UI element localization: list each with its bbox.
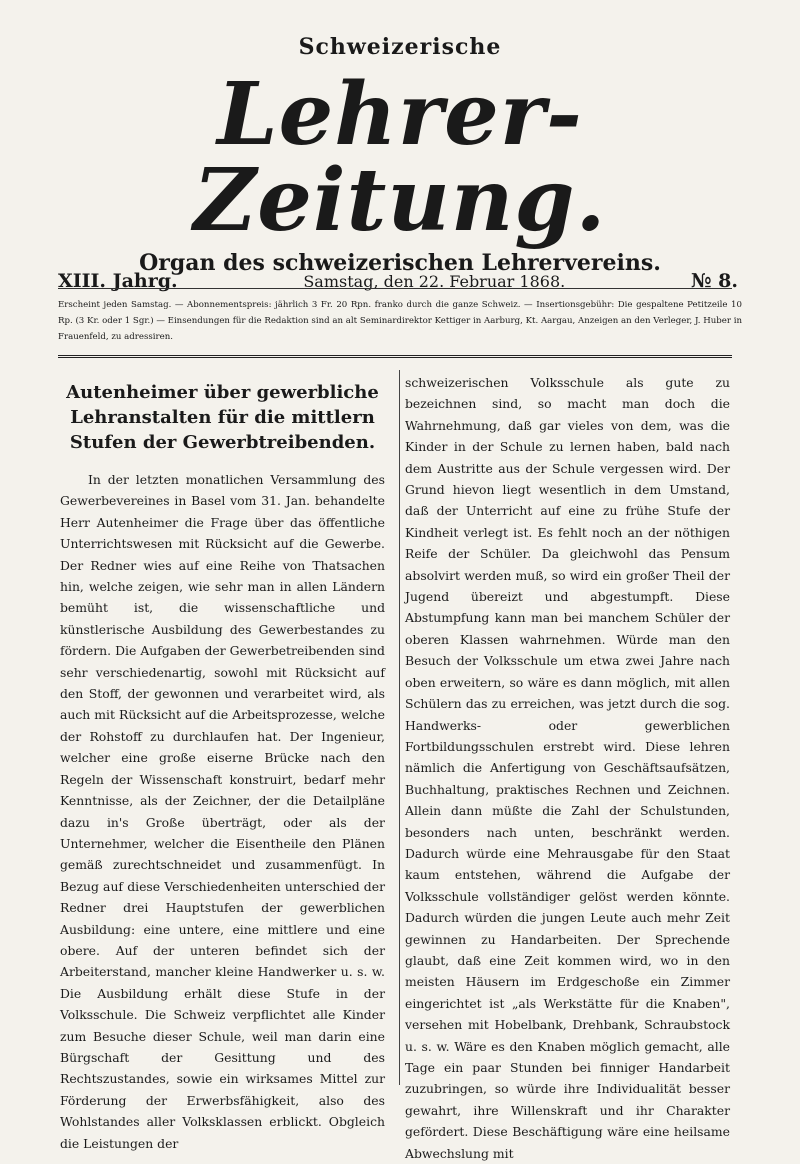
article-text-right: schweizerischen Volksschule als gute zu bezeichnen sind, so macht man doch die Wahrnehmung, daß gar vieles von dem, was die Kinder in der Schule zu lernen haben, bald nach dem Austritte aus der Schule vergessen wird. Der Grund hievon liegt wesentlich in dem Umstand, daß der Unterricht auf eine zu frühe Stufe der Kindheit verlegt ist. Es fehlt noch an der nöthigen Reife der Schüler. Da gleichwohl das Pensum absolvirt werden muß, so wird ein großer Theil der Jugend übereizt und abgestumpft. Diese Abstumpfung kann man bei manchem Schüler der oberen Klassen wahrnehmen. Würde man den Besuch der Volksschule um etwa zwei Jahre nach oben erweitern, so wäre es dann möglich, mit allen Schülern das zu erreichen, was jetzt durch die sog. Handwerks- oder gewerblichen Fortbildungsschulen erstrebt wird. Diese lehren nämlich die Anfertigung von Geschäftsaufsätzen, Buchhaltung, praktisches Rechnen und Zeichnen. Allein dann müßte die Zahl der Schulstunden, besonders nach unten, beschränkt werden. Dadurch würde eine Mehrausgabe für den Staat kaum entstehen, während die Aufgabe der Volksschule vollständiger gelöst werden könnte. Dadurch würden die jungen Leute auch mehr Zeit gewinnen zu Handarbeiten. Der Sprechende glaubt, daß eine Zeit kommen wird, wo in den meisten Häusern im Erdgeschoße ein Zimmer eingerichtet ist „als Werkstätte für die Knaben", versehen mit Hobelbank, Drehbank, Schraubstock u. s. w. Wäre es den Knaben möglich gemacht, alle Tage ein paar Stunden bei finniger Handarbeit zuzubringen, so würde ihre Individualität besser gewahrt, ihre Willenskraft und ihr Charakter gefördert. Diese Beschäftigung wäre eine heilsame Abwechslung mit [405,375,730,1161]
subscription-notice: Erscheint jeden Samstag. — Abonnementspreis: jährlich 3 Fr. 20 Rpn. franko durch die ganze Schweiz. — Insertionsgebühr: Die gespaltene Petitzeile 10 Rp. (3 Kr. oder 1 Sgr.) — Einsendungen für die Redaktion sind an alt Seminardirektor Kettiger in Aarburg, Kt. Aargau, Anzeigen an den Verleger, J. Huber in Frauenfeld, zu adressiren. [58,300,742,342]
right-column [405,372,730,1164]
masthead-kicker: Schweizerische [298,34,502,60]
article-text-left: In der letzten monatlichen Versammlung des Gewerbevereines in Basel vom 31. Jan. behandelte Herr Autenheimer die Frage über das öffentliche Unterrichtswesen mit Rücksicht auf die Gewerbe. Der Redner wies auf eine Reihe von Thatsachen hin, welche zeigen, wie sehr man in allen Ländern bemüht ist, die wissenschaftliche und künstlerische Ausbildung des Gewerbestandes zu fördern. Die Aufgaben der Gewerbetreibenden sind sehr verschiedenartig, sowohl mit Rücksicht auf den Stoff, der gewonnen und verarbeitet wird, als auch mit Rücksicht auf die Arbeitsprozesse, welche der Rohstoff zu durchlaufen hat. Der Ingenieur, welcher eine große eiserne Brücke nach den Regeln der Wissenschaft konstruirt, bedarf mehr Kenntnisse, als der Zeichner, der die Detailpläne dazu in's Große überträgt, oder als der Unternehmer, welcher die Eisentheile den Plänen gemäß zurechtschneidet und zusammenfügt. In Bezug auf diese Verschiedenheiten unterschied der Redner drei Hauptstufen der gewerblichen Ausbildung: eine untere, eine mittlere und eine obere. Auf der unteren befindet sich der Arbeiterstand, mancher kleine Handwerker u. s. w. Die Ausbildung erhält diese Stufe in der Volksschule. Die Schweiz verpflichtet alle Kinder zum Besuche dieser Schule, weil man darin eine Bürgschaft der Gesittung und des Rechtszustandes, sowie ein wirksames Mittel zur Förderung der Erwerbsfähigkeit, also des Wohlstandes aller Volksklassen erblickt. Obgleich die Leistungen der [60,472,385,1151]
issue-number: № 8. [690,270,738,292]
article-title: Autenheimer über gewerbliche Lehranstalten für die mittlern Stufen der Gewerbtreibenden. [66,382,379,453]
issue-year: XIII. Jahrg. [58,270,178,292]
masthead-title: Lehrer-Zeitung. [193,64,607,251]
masthead [40,28,760,276]
header-rule [58,288,732,289]
masthead-organ: Organ des schweizerischen Lehrervereins. [139,250,661,276]
header-double-rule [58,355,732,358]
issue-date: Samstag, den 22. Februar 1868. [303,272,566,291]
column-divider [399,370,400,1085]
left-column [60,380,385,1154]
